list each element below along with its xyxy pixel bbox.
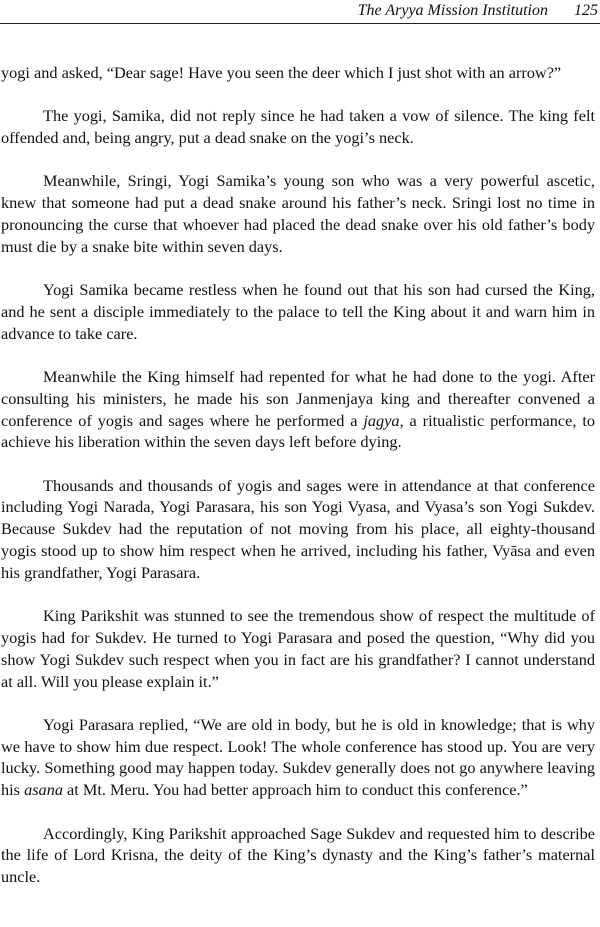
term-jagya: jagya [363,410,400,430]
paragraph-3 [1,170,595,257]
paragraph-8-text-b: at Mt. Meru. You had better approach him to conduct this conference.” [62,780,528,800]
header-rule [0,23,600,24]
paragraph-4-text: Yogi Samika became restless when he found out that his son had cursed the King, and he sent a disciple immediately to the palace to tell the King about it and warn him in advance to take care. [1,280,595,343]
paragraph-5-text-a: Meanwhile the King himself had repented for what he had done to the yogi. After consulting his ministers, he made his son Janmenjaya king and thereafter convened a conference of yogis and sages where he performed a [1,366,595,430]
term-asana: asana [24,780,63,800]
page-number: 125 [574,2,598,19]
running-header [0,0,600,22]
paragraph-4 [1,279,595,344]
running-title: The Aryya Mission Institution [357,2,548,19]
paragraph-5 [1,366,595,453]
paragraph-6-text: Thousands and thousands of yogis and sages were in attendance at that conference including Yogi Narada, Yogi Parasara, his son Yogi Vyasa, and Vyasa’s son Yogi Sukdev. Because Sukdev had the reputation of not moving from his place, all eighty-thousand yogis stood up to show him respect when he arrived, including his father, Vyāsa and even his grandfather, Yogi Parasara. [1,475,595,582]
paragraph-9 [1,823,595,888]
paragraph-3-text: Meanwhile, Sringi, Yogi Samika’s young son who was a very powerful ascetic, knew that someone had put a dead snake around his father’s neck. Sringi lost no time in pronouncing the curse that whoever had placed the dead snake over his old father’s body must die by a snake bite within seven days. [1,171,595,256]
paragraph-1-text: yogi and asked, “Dear sage! Have you seen the deer which I just shot with an arrow?” [1,63,562,82]
paragraph-7-text: King Parikshit was stunned to see the tremendous show of respect the multitude of yogis had for Sukdev. He turned to Yogi Parasara and posed the question, “Why did you show Yogi Sukdev such respect when you in fact are his grandfather? I cannot understand at all. Will you please explain it.” [1,606,595,691]
paragraph-5-text-b: , a ritualistic performance, to achieve his liberation within the seven days left before dying. [1,410,595,452]
paragraph-8 [1,714,595,801]
page-body [1,62,595,888]
paragraph-7 [1,605,595,692]
paragraph-1 [1,62,595,84]
paragraph-2 [1,105,595,149]
paragraph-6 [1,475,595,584]
paragraph-8-text-a: Yogi Parasara replied, “We are old in body, but he is old in knowledge; that is why we have to show him due respect. Look! The whole conference has stood up. You are very lucky. Something good may happen today. Sukdev generally does not go anywhere leaving his [1,714,595,800]
paragraph-9-text: Accordingly, King Parikshit approached Sage Sukdev and requested him to describe the life of Lord Krisna, the deity of the King’s dynasty and the King’s father’s maternal uncle. [1,823,595,887]
paragraph-2-text: The yogi, Samika, did not reply since he had taken a vow of silence. The king felt offended and, being angry, put a dead snake on the yogi’s neck. [1,106,595,148]
